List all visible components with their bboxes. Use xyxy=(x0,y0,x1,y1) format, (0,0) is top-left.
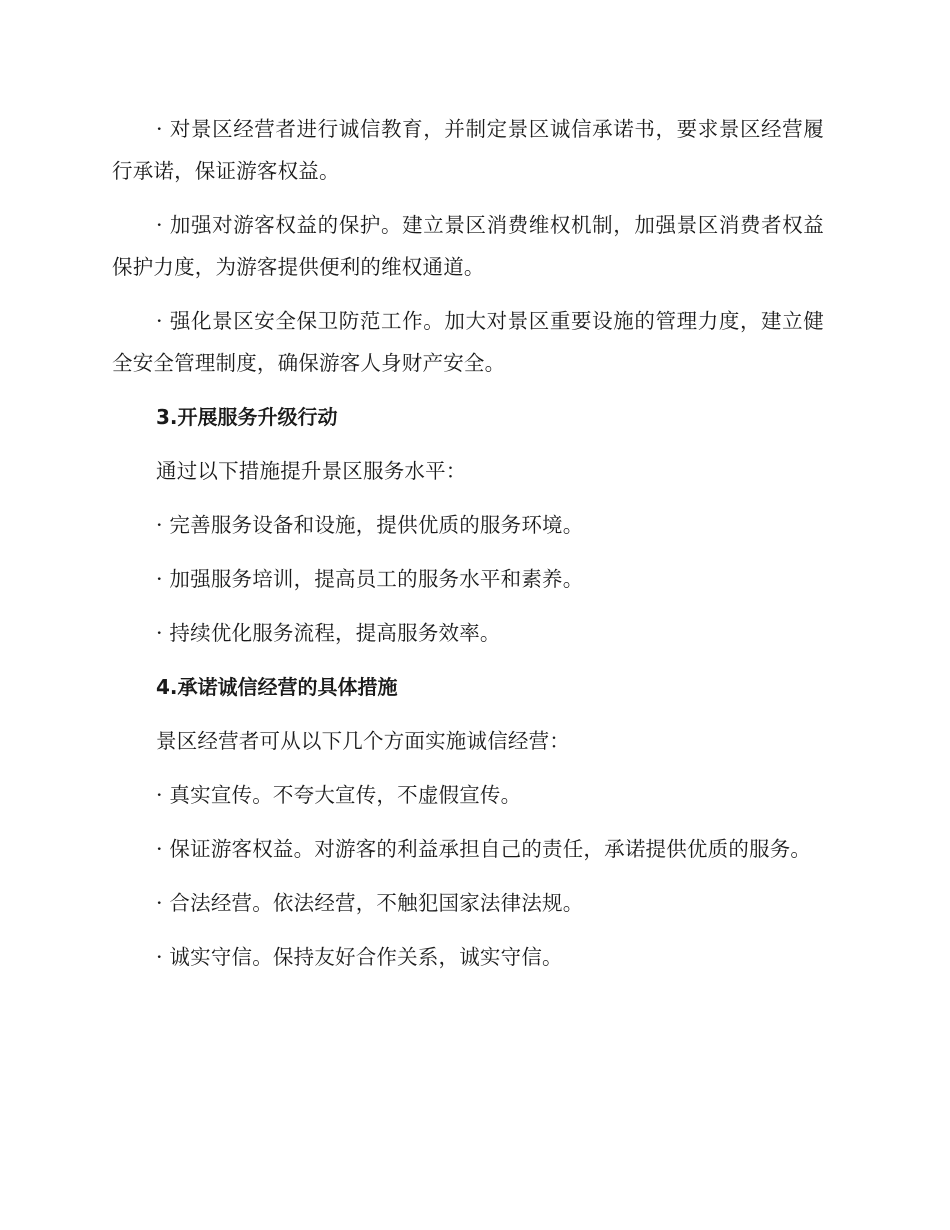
bullet-paragraph: · 加强服务培训，提高员工的服务水平和素养。 xyxy=(156,567,584,591)
bullet-paragraph: · 持续优化服务流程，提高服务效率。 xyxy=(156,621,501,645)
section-heading-3: 3.开展服务升级行动 xyxy=(156,405,338,429)
bullet-paragraph: · 合法经营。依法经营，不触犯国家法律法规。 xyxy=(156,891,584,915)
bullet-paragraph: · 真实宣传。不夸大宣传，不虚假宣传。 xyxy=(156,783,522,807)
bullet-paragraph: · 强化景区安全保卫防范工作。加大对景区重要设施的管理力度，建立健全安全管理制度，确保游客人身财产安全。 xyxy=(112,309,824,375)
bullet-paragraph: · 保证游客权益。对游客的利益承担自己的责任，承诺提供优质的服务。 xyxy=(156,837,812,861)
bullet-paragraph: · 诚实守信。保持友好合作关系，诚实守信。 xyxy=(156,945,563,969)
document-body xyxy=(112,108,824,990)
section-intro: 通过以下措施提升景区服务水平： xyxy=(156,459,467,483)
section-heading-4: 4.承诺诚信经营的具体措施 xyxy=(156,675,398,699)
bullet-paragraph: · 加强对游客权益的保护。建立景区消费维权机制，加强景区消费者权益保护力度，为游客提供便利的维权通道。 xyxy=(112,213,824,279)
section-intro: 景区经营者可从以下几个方面实施诚信经营： xyxy=(156,729,570,753)
bullet-paragraph: · 完善服务设备和设施，提供优质的服务环境。 xyxy=(156,513,584,537)
bullet-paragraph: · 对景区经营者进行诚信教育，并制定景区诚信承诺书，要求景区经营履行承诺，保证游客权益。 xyxy=(112,117,824,183)
